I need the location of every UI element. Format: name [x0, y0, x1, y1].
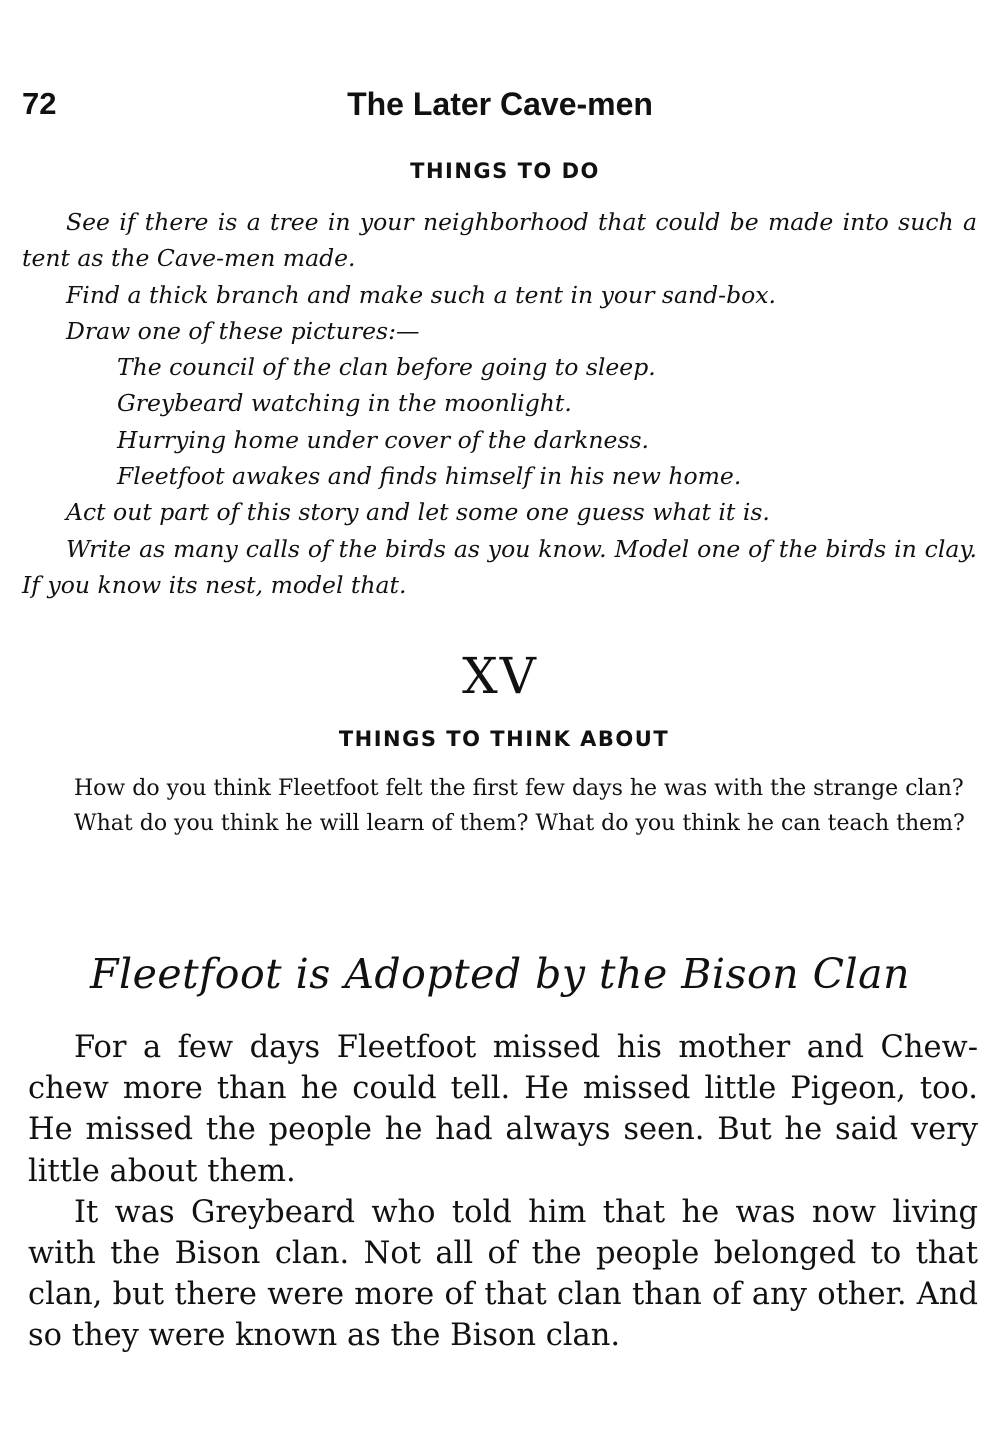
story-body — [28, 1027, 978, 1357]
todo-subitem: Hurrying home under cover of the darkness. — [117, 425, 650, 454]
think-paragraph: What do you think he will learn of them? What do you think he can teach them? — [74, 810, 965, 836]
todo-item: Act out part of this story and let some one guess what it is. — [66, 498, 770, 527]
todo-item: See if there is a tree in your neighborhood that could be made into such a tent as the Cave-men made. — [22, 208, 977, 273]
running-title: The Later Cave-men — [347, 86, 653, 122]
story-paragraph: For a few days Fleetfoot missed his mother and Chew-chew more than he could tell. He missed little Pigeon, too. He missed the people he had always seen. But he said very little about them. — [28, 1030, 978, 1189]
todo-subitem: The council of the clan before going to sleep. — [117, 353, 656, 382]
todo-item: Draw one of these pictures:— — [66, 316, 420, 345]
think-paragraph: How do you think Fleetfoot felt the first few days he was with the strange clan? — [74, 776, 964, 801]
chapter-number: XV — [462, 647, 538, 705]
todo-subitem: Greybeard watching in the moonlight. — [117, 389, 572, 418]
things-to-do-heading: THINGS TO DO — [410, 159, 600, 183]
todo-item: Write as many calls of the birds as you know. Model one of the birds in clay. If you know its nest, model that. — [22, 534, 977, 599]
todo-subitem: Fleetfoot awakes and finds himself in his new home. — [117, 462, 742, 491]
story-title: Fleetfoot is Adopted by the Bison Clan — [90, 950, 910, 998]
story-paragraph: It was Greybeard who told him that he was now living with the Bison clan. Not all of the people belonged to that clan, but there were more of that clan than of any other. And so they were known as the Bison clan. — [28, 1194, 978, 1354]
things-to-think-heading: THINGS TO THINK ABOUT — [338, 727, 670, 751]
page-number: 72 — [22, 86, 57, 121]
things-to-do-list — [22, 204, 977, 603]
todo-item: Find a thick branch and make such a tent in your sand-box. — [66, 280, 777, 309]
things-to-think-list — [24, 772, 978, 841]
